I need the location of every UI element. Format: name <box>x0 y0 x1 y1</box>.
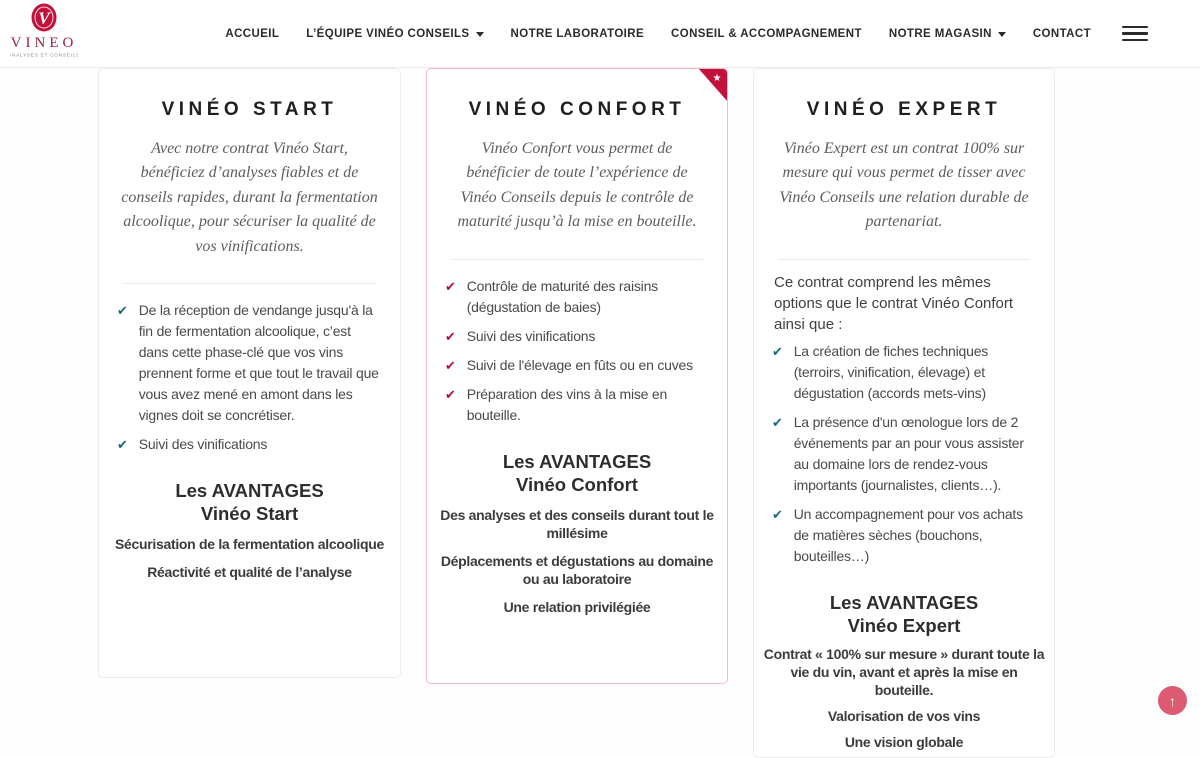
logo-tagline: ANALYSES ET CONSEILS <box>10 53 78 59</box>
feature-item: ✔ La création de fiches techniques (terroirs, vinification, élevage) et dégustation (accords mets-vins) <box>772 341 1036 404</box>
feature-list <box>445 276 709 426</box>
card-vineo-expert <box>753 68 1055 758</box>
feature-item: ✔ Suivi des vinifications <box>445 326 709 347</box>
nav-item-contact[interactable]: CONTACT <box>1032 27 1091 40</box>
up-arrow-icon: ↑ <box>1169 692 1176 709</box>
nav-item-accueil[interactable]: ACCUEIL <box>225 27 280 40</box>
divider <box>451 259 703 260</box>
divider <box>778 259 1030 260</box>
advantage-item: Déplacements et dégustations au domaine ou au laboratoire <box>440 552 714 587</box>
chevron-down-icon <box>998 32 1006 37</box>
star-icon: ★ <box>712 73 722 84</box>
card-preamble: Ce contrat comprend les mêmes options que le contrat Vinéo Confort ainsi que : <box>774 273 1014 333</box>
feature-item: ✔ De la réception de vendange jusqu'à la fin de fermentation alcoolique, c’est dans cette phase-clé que vos vins prennent forme et que tout le travail que vous avez mené en amont dans les vignes doit se concrétiser. <box>117 300 382 426</box>
feature-item: ✔ Contrôle de maturité des raisins (dégustation de baies) <box>445 276 709 318</box>
feature-list <box>772 341 1036 567</box>
logo-monogram: V <box>38 8 50 28</box>
advantage-item: Contrat « 100% sur mesure » durant toute la vie du vin, avant et après la mise en bouteille. <box>763 645 1045 698</box>
advantages-title: Les AVANTAGES Vinéo Confort <box>502 450 652 495</box>
divider <box>123 283 376 284</box>
advantages-title: Les AVANTAGES Vinéo Start <box>175 480 324 525</box>
featured-ribbon <box>698 68 728 102</box>
feature-item: ✔ La présence d'un œnologue lors de 2 événements par an pour vous assister au domaine lors de rendez-vous importants (journalistes, clients…). <box>772 412 1036 496</box>
nav-item-equipe[interactable]: L’ÉQUIPE VINÉO CONSEILS <box>306 28 483 40</box>
card-title: VINÉO CONFORT <box>468 99 686 120</box>
chevron-down-icon <box>476 32 484 37</box>
card-intro: Vinéo Expert est un contrat 100% sur mesure qui vous permet de tisser avec Vinéo Conseils une relation durable de partenariat. <box>779 139 1029 231</box>
check-icon: ✔ <box>772 414 783 430</box>
logo-wordmark: VINEO <box>10 35 78 51</box>
card-title: VINÉO EXPERT <box>806 99 1002 120</box>
site-header <box>0 0 1200 68</box>
main-nav <box>225 22 1148 46</box>
check-icon: ✔ <box>117 303 128 319</box>
scroll-to-top-button[interactable] <box>1158 686 1187 715</box>
check-icon: ✔ <box>117 437 128 453</box>
check-icon: ✔ <box>445 278 456 294</box>
card-intro: Vinéo Confort vous permet de bénéficier de toute l’expérience de Vinéo Conseils depuis le contrôle de maturité jusqu’à la mise en bouteille. <box>457 139 697 231</box>
nav-item-magasin[interactable]: NOTRE MAGASIN <box>889 28 1006 40</box>
check-icon: ✔ <box>445 357 456 373</box>
advantage-item: Une vision globale <box>844 733 964 750</box>
nav-item-conseil[interactable]: CONSEIL & ACCOMPAGNEMENT <box>671 27 862 40</box>
hamburger-menu-icon[interactable] <box>1122 22 1148 46</box>
card-vineo-start <box>98 68 401 678</box>
card-title: VINÉO START <box>161 99 338 120</box>
check-icon: ✔ <box>772 343 783 359</box>
feature-item: ✔ Suivi des vinifications <box>117 434 382 455</box>
check-icon: ✔ <box>772 506 783 522</box>
card-intro: Avec notre contrat Vinéo Start, bénéficiez d’analyses fiables et de conseils rapides, durant la fermentation alcoolique, pour sécuriser la qualité de vos vinifications. <box>121 139 378 255</box>
feature-list <box>117 300 382 455</box>
advantage-item: Sécurisation de la fermentation alcoolique <box>114 536 385 553</box>
feature-item: ✔ Préparation des vins à la mise en bouteille. <box>445 384 709 426</box>
check-icon: ✔ <box>445 386 456 402</box>
advantages-title: Les AVANTAGES Vinéo Expert <box>829 591 979 636</box>
check-icon: ✔ <box>445 328 456 344</box>
advantage-item: Des analyses et des conseils durant tout le millésime <box>440 506 714 541</box>
feature-item: ✔ Un accompagnement pour vos achats de matières sèches (bouchons, bouteilles…) <box>772 504 1036 567</box>
vineo-logo-icon <box>10 2 78 60</box>
advantage-item: Valorisation de vos vins <box>827 707 981 724</box>
card-vineo-confort <box>426 68 728 684</box>
vineo-logo[interactable] <box>10 2 78 65</box>
advantage-item: Une relation privilégiée <box>503 598 651 615</box>
nav-item-laboratoire[interactable]: NOTRE LABORATOIRE <box>510 27 645 40</box>
advantage-item: Réactivité et qualité de l’analyse <box>147 564 352 581</box>
feature-item: ✔ Suivi de l'élevage en fûts ou en cuves <box>445 355 709 376</box>
